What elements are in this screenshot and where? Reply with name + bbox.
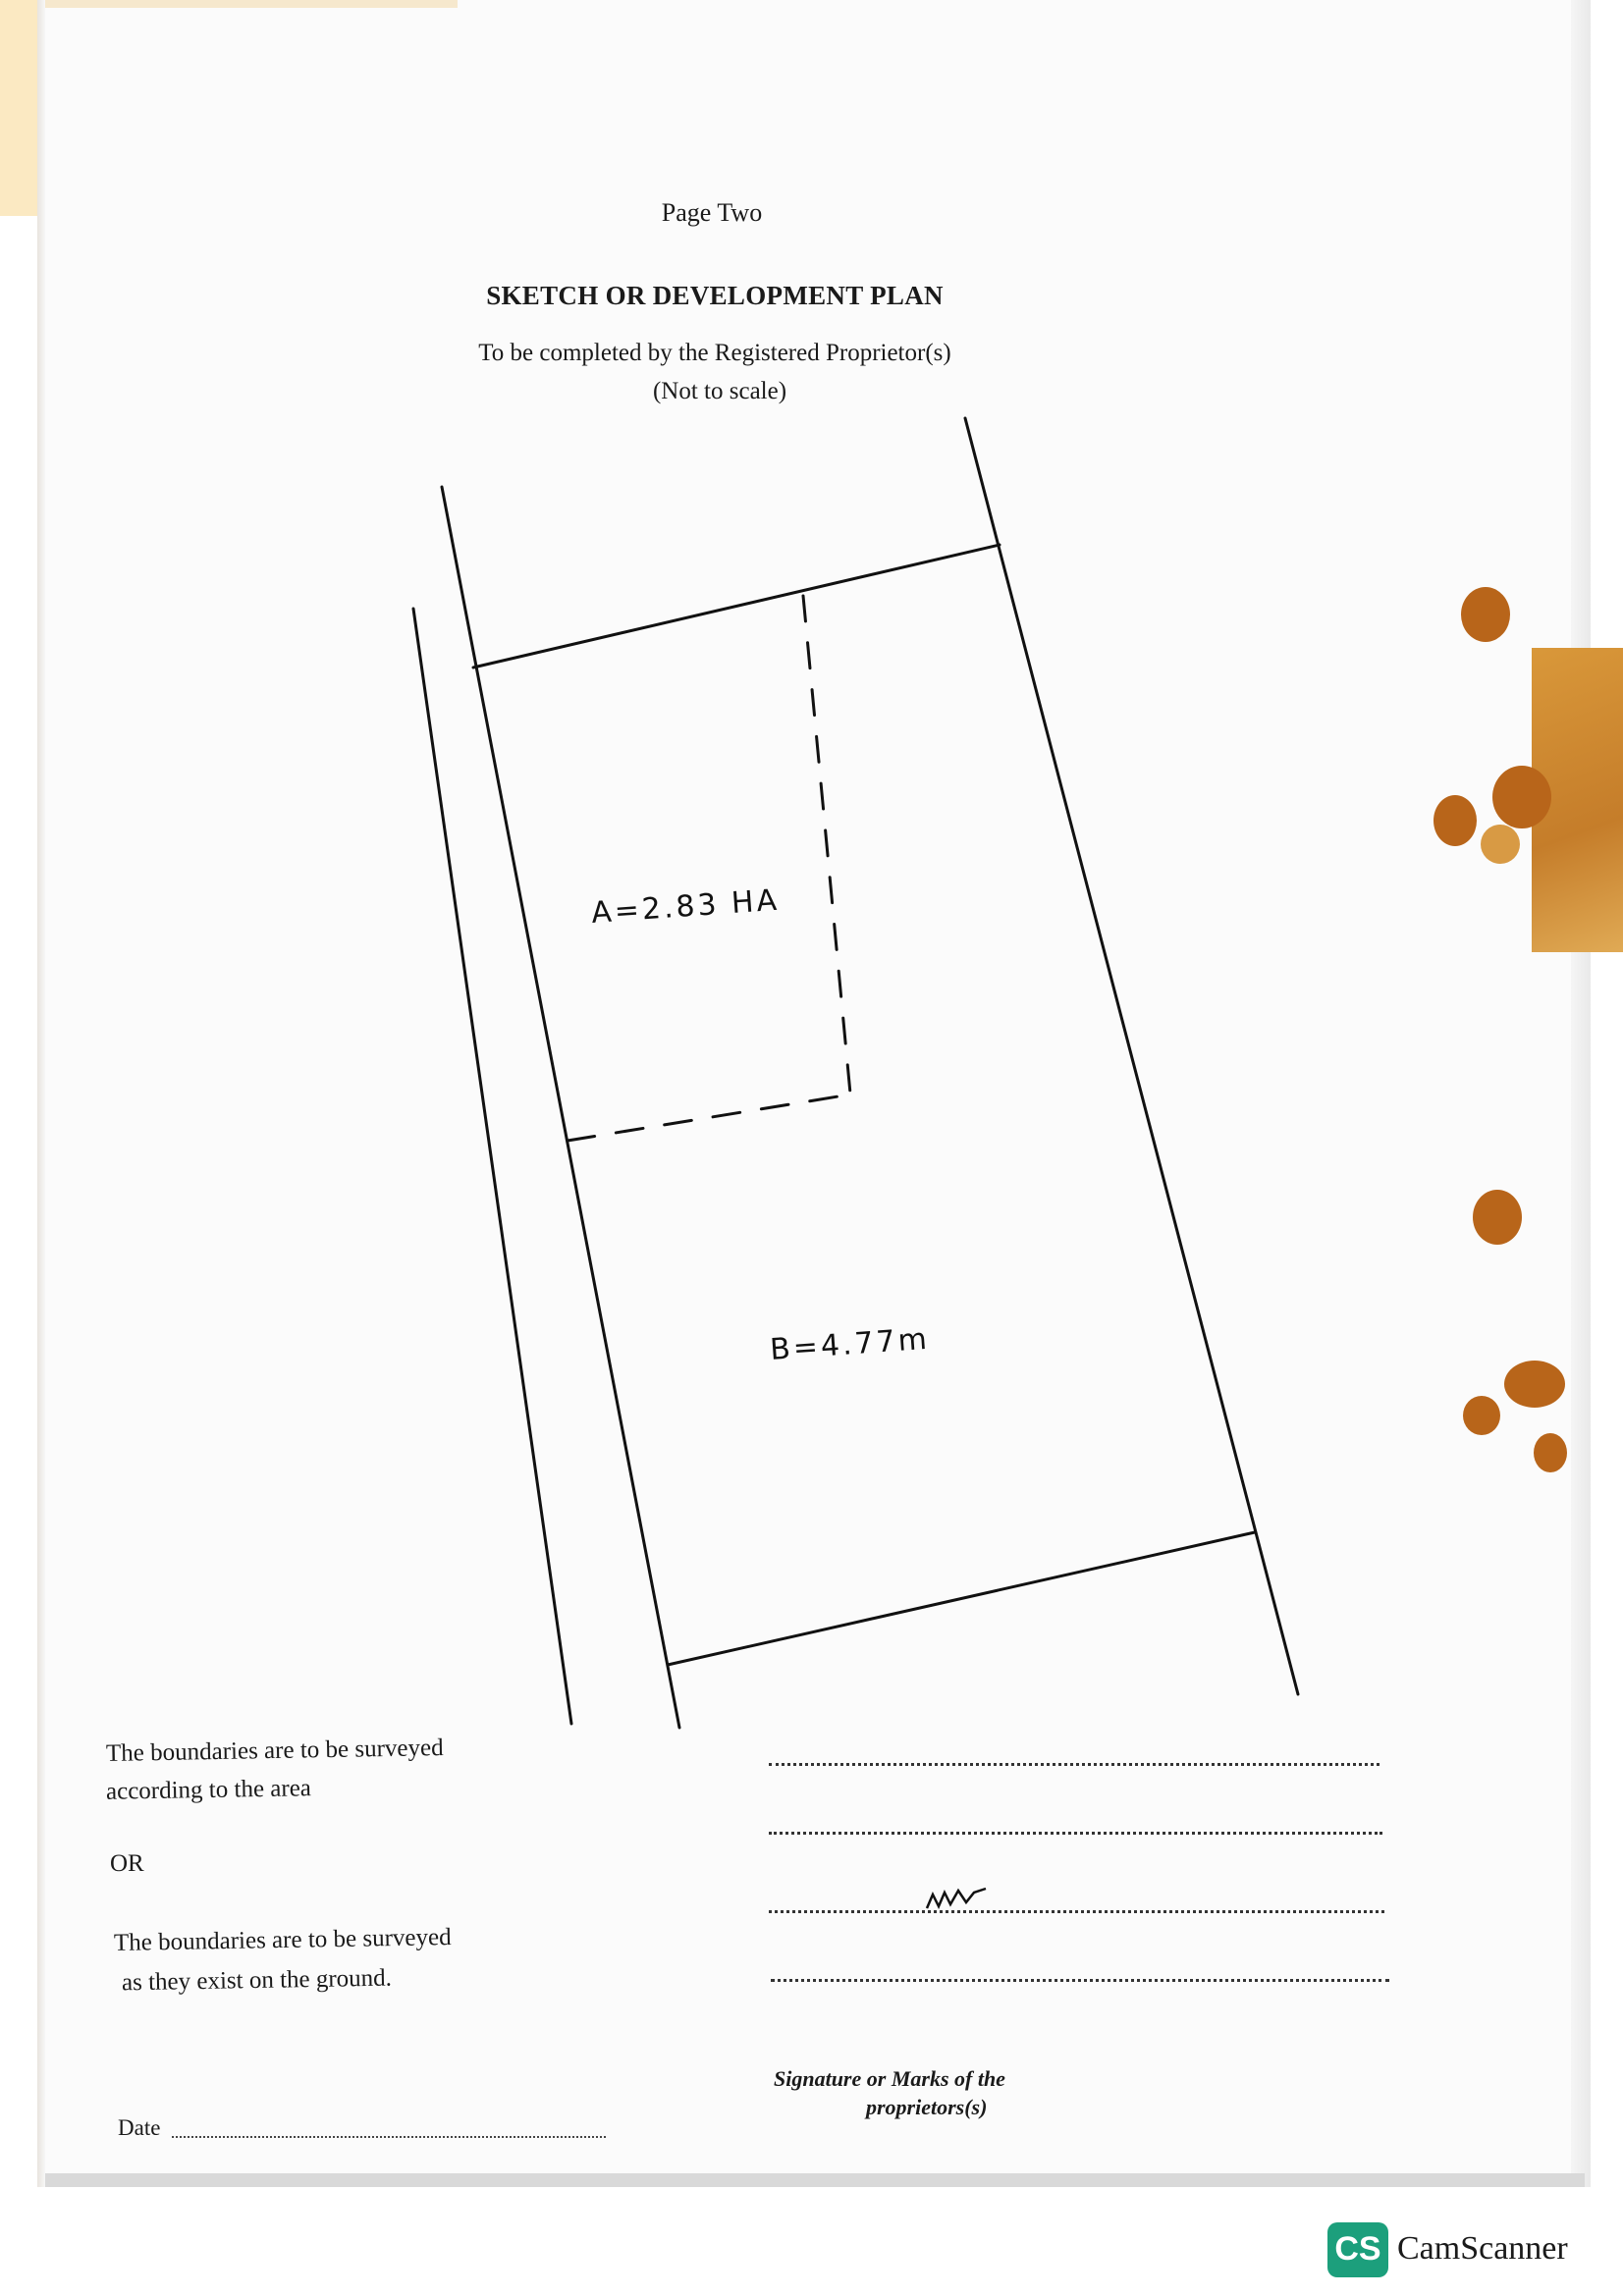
option-ground-line1: The boundaries are to be surveyed [113, 1924, 452, 1956]
scale-note: (Not to scale) [652, 378, 787, 404]
page-label: Page Two [661, 198, 763, 227]
or-label: OR [110, 1850, 144, 1877]
boundary-line-left [442, 487, 679, 1728]
subdivision-dashed-horizontal [568, 1094, 856, 1141]
boundary-line-outer-left [413, 609, 571, 1724]
option-area-line1: The boundaries are to be surveyed [105, 1735, 444, 1767]
signature-label: Signature or Marks of the [774, 2066, 1005, 2091]
boundary-line-right [965, 418, 1298, 1694]
area-b-label: B=4.77m [769, 1321, 931, 1367]
plot-bottom-edge [668, 1532, 1255, 1665]
signature-line[interactable] [771, 1979, 1389, 1982]
page-title: SKETCH OR DEVELOPMENT PLAN [486, 281, 944, 310]
plot-top-edge [473, 545, 1000, 667]
date-label: Date [118, 2115, 161, 2140]
signature-line[interactable] [769, 1763, 1380, 1766]
area-a-label: A=2.83 HA [590, 882, 782, 931]
camscanner-logo-icon: CS [1327, 2222, 1388, 2277]
signature-line[interactable] [769, 1910, 1384, 1913]
option-area-line2: according to the area [105, 1775, 312, 1805]
signature-line[interactable] [769, 1832, 1382, 1835]
instruction-text: To be completed by the Registered Proprietor(s) [478, 340, 951, 366]
signature-label-cont: proprietors(s) [866, 2095, 988, 2119]
handwritten-signature [923, 1885, 992, 1914]
date-field[interactable] [172, 2136, 606, 2138]
subdivision-dashed-vertical [803, 596, 850, 1094]
camscanner-brand: CamScanner [1397, 2230, 1568, 2267]
option-ground-line2: as they exist on the ground. [121, 1964, 393, 1997]
